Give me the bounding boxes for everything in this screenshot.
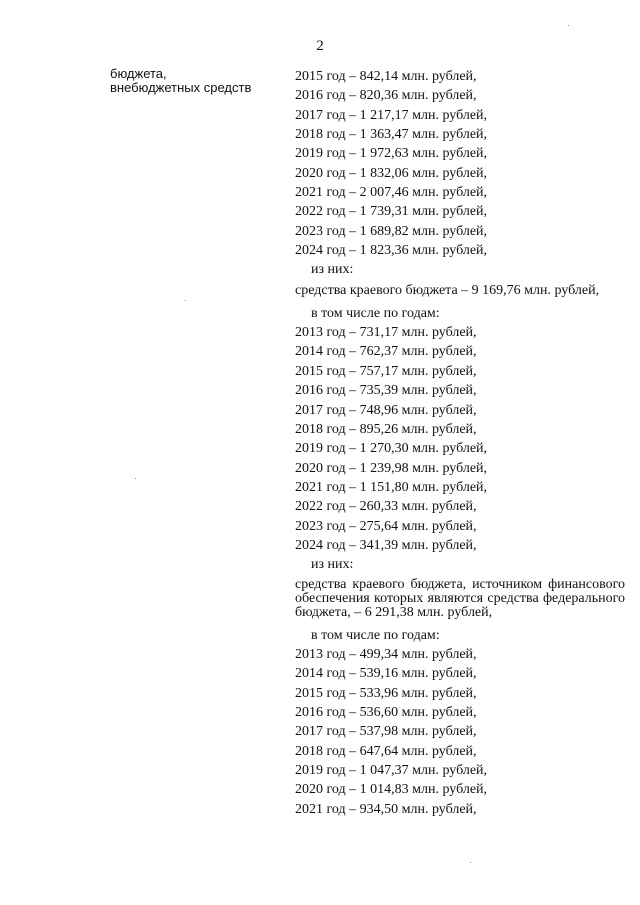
year-line: 2018 год – 647,64 млн. рублей,	[295, 743, 477, 759]
block2-years	[295, 323, 625, 555]
year-line: 2014 год – 539,16 млн. рублей,	[295, 666, 477, 682]
subheading-po-godam: в том числе по годам:	[311, 627, 440, 643]
paragraph-kraevoy-budget: средства краевого бюджета – 9 169,76 млн. рублей,	[295, 282, 600, 298]
year-line: 2020 год – 1 014,83 млн. рублей,	[295, 782, 488, 798]
scan-speck	[568, 25, 569, 26]
scan-speck	[135, 478, 136, 479]
paragraph-federal-budget: средства краевого бюджета, источником финансового обеспечения которых являются средства федерального бюджета, – 6 291,38 млн. рублей,	[295, 576, 625, 620]
year-line: 2021 год – 1 151,80 млн. рублей,	[295, 479, 488, 495]
year-line: 2023 год – 1 689,82 млн. рублей,	[295, 223, 488, 239]
year-line: 2015 год – 757,17 млн. рублей,	[295, 363, 477, 379]
left-label-line: бюджета,	[110, 66, 167, 81]
year-line: 2020 год – 1 832,06 млн. рублей,	[295, 165, 488, 181]
year-line: 2017 год – 748,96 млн. рублей,	[295, 402, 477, 418]
year-line: 2016 год – 536,60 млн. рублей,	[295, 704, 477, 720]
year-line: 2017 год – 537,98 млн. рублей,	[295, 724, 477, 740]
year-line: 2022 год – 260,33 млн. рублей,	[295, 499, 477, 515]
year-line: 2020 год – 1 239,98 млн. рублей,	[295, 460, 488, 476]
block1-years	[295, 67, 625, 260]
year-line: 2024 год – 341,39 млн. рублей,	[295, 537, 477, 553]
year-line: 2022 год – 1 739,31 млн. рублей,	[295, 204, 488, 220]
year-line: 2017 год – 1 217,17 млн. рублей,	[295, 107, 488, 123]
year-line: 2018 год – 895,26 млн. рублей,	[295, 421, 477, 437]
subheading-iz-nih: из них:	[311, 262, 354, 278]
year-line: 2019 год – 1 972,63 млн. рублей,	[295, 146, 488, 162]
page-number: 2	[316, 38, 324, 54]
year-line: 2019 год – 1 047,37 млн. рублей,	[295, 763, 488, 778]
year-line: 2019 год – 1 270,30 млн. рублей,	[295, 441, 488, 457]
year-line: 2021 год – 934,50 млн. рублей,	[295, 801, 477, 817]
year-line: 2015 год – 842,14 млн. рублей,	[295, 69, 477, 84]
subheading-iz-nih: из них:	[311, 557, 354, 573]
block3-years	[295, 645, 625, 819]
year-line: 2013 год – 499,34 млн. рублей,	[295, 646, 477, 662]
year-line: 2016 год – 820,36 млн. рублей,	[295, 88, 477, 104]
year-line: 2015 год – 533,96 млн. рублей,	[295, 685, 477, 701]
year-line: 2021 год – 2 007,46 млн. рублей,	[295, 185, 488, 201]
year-line: 2014 год – 762,37 млн. рублей,	[295, 344, 477, 360]
scan-speck	[470, 862, 471, 863]
subheading-po-godam: в том числе по годам:	[311, 305, 440, 321]
year-line: 2023 год – 275,64 млн. рублей,	[295, 518, 477, 534]
left-label-line: внебюджетных средств	[110, 80, 252, 95]
funding-column	[295, 67, 625, 819]
scan-speck	[185, 300, 186, 301]
year-line: 2024 год – 1 823,36 млн. рублей,	[295, 243, 488, 259]
year-line: 2013 год – 731,17 млн. рублей,	[295, 325, 477, 341]
left-label	[110, 67, 280, 95]
year-line: 2018 год – 1 363,47 млн. рублей,	[295, 127, 488, 143]
year-line: 2016 год – 735,39 млн. рублей,	[295, 383, 477, 399]
